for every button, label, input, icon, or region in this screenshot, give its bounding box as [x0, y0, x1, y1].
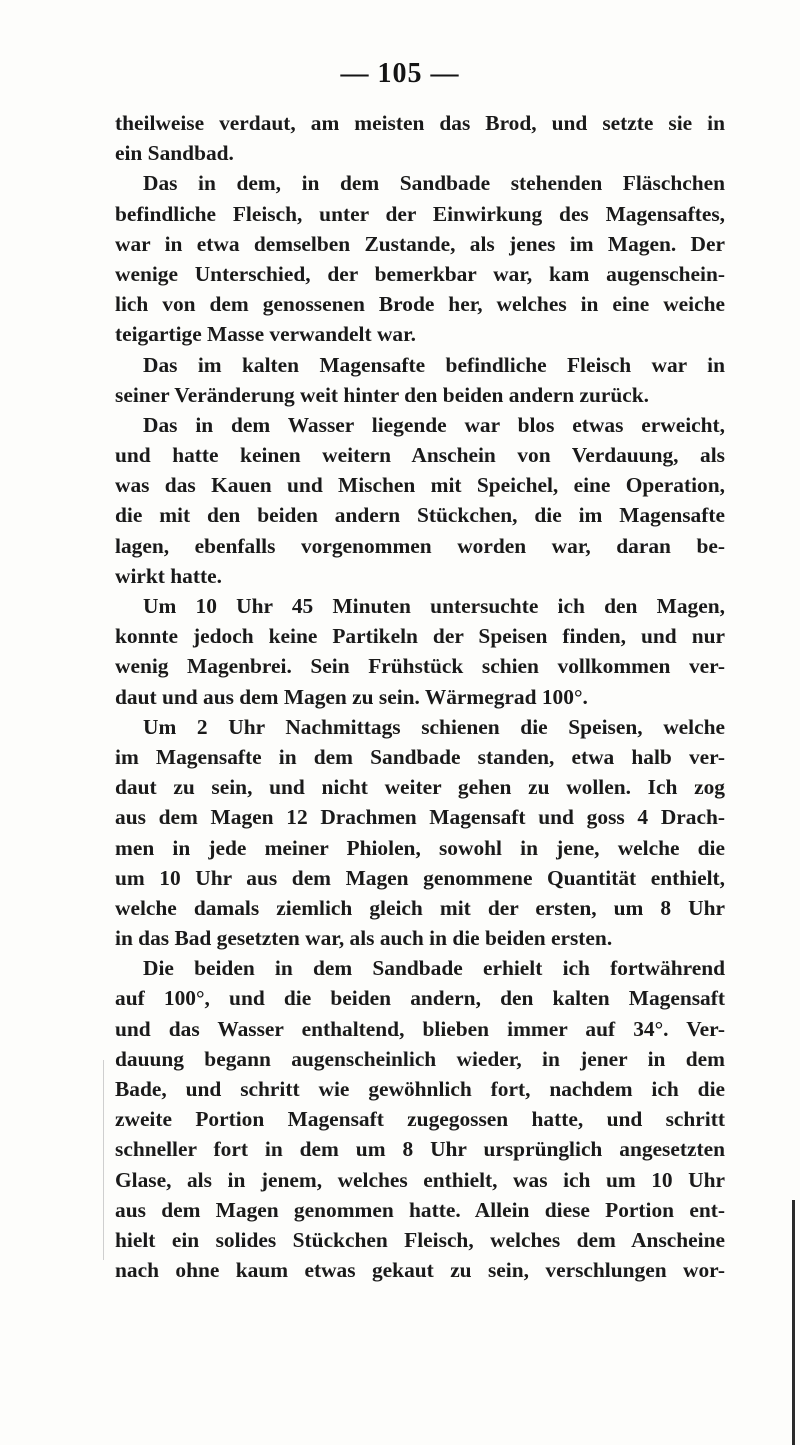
text-line: men in jede meiner Phiolen, sowohl in jene, welche die	[115, 835, 725, 860]
text-line: nach ohne kaum etwas gekaut zu sein, verschlungen wor-	[115, 1258, 725, 1283]
text-line: zweite Portion Magensaft zugegossen hatte, und schritt	[115, 1107, 725, 1132]
text-line: theilweise verdaut, am meisten das Brod, und setzte sie in	[115, 111, 725, 135]
text-line: aus dem Magen genommen hatte. Allein diese Portion ent-	[115, 1197, 725, 1222]
text-line: auf 100°, und die beiden andern, den kalten Magensaft	[115, 986, 725, 1011]
text-line: Das in dem Wasser liegende war blos etwas erweicht,	[143, 412, 725, 437]
text-line: lich von dem genossenen Brode her, welches in eine weiche	[115, 292, 725, 317]
text-line: und hatte keinen weitern Anschein von Verdauung, als	[115, 443, 725, 468]
text-line: lagen, ebenfalls vorgenommen worden war, daran be-	[115, 533, 725, 558]
text-line: konnte jedoch keine Partikeln der Speisen finden, und nur	[115, 624, 725, 649]
text-line: dauung begann augenscheinlich wieder, in jener in dem	[115, 1046, 725, 1071]
scan-margin-shadow	[103, 1060, 104, 1260]
text-line: befindliche Fleisch, unter der Einwirkung des Magensaftes,	[115, 201, 725, 226]
text-line: die mit den beiden andern Stückchen, die im Magensafte	[115, 503, 725, 528]
text-line: Die beiden in dem Sandbade erhielt ich fortwährend	[143, 956, 725, 981]
text-line: Das in dem, in dem Sandbade stehenden Fläschchen	[143, 171, 725, 196]
page-number-header: — 105 —	[340, 58, 460, 89]
text-line: um 10 Uhr aus dem Magen genommene Quantität enthielt,	[115, 865, 725, 890]
text-line: hielt ein solides Stückchen Fleisch, welches dem Anscheine	[115, 1227, 725, 1252]
text-line: welche damals ziemlich gleich mit der ersten, um 8 Uhr	[115, 895, 725, 920]
text-line: war in etwa demselben Zustande, als jenes im Magen. Der	[115, 231, 725, 256]
text-line: Um 10 Uhr 45 Minuten untersuchte ich den Magen,	[143, 594, 725, 618]
text-line: ein Sandbad.	[115, 141, 234, 166]
text-line: Das im kalten Magensafte befindliche Fleisch war in	[143, 352, 725, 377]
text-line: was das Kauen und Mischen mit Speichel, eine Operation,	[115, 473, 725, 498]
text-line: schneller fort in dem um 8 Uhr ursprünglich angesetzten	[115, 1137, 725, 1162]
text-line: teigartige Masse verwandelt war.	[115, 322, 416, 347]
text-line: und das Wasser enthaltend, blieben immer auf 34°. Ver-	[115, 1016, 725, 1041]
text-line: Bade, und schritt wie gewöhnlich fort, nachdem ich die	[115, 1077, 725, 1101]
text-line: seiner Veränderung weit hinter den beiden andern zurück.	[115, 382, 650, 407]
text-line: wenige Unterschied, der bemerkbar war, kam augenschein-	[115, 261, 725, 286]
text-line: wenig Magenbrei. Sein Frühstück schien vollkommen ver-	[115, 654, 725, 679]
text-line: Glase, als in jenem, welches enthielt, was ich um 10 Uhr	[115, 1167, 725, 1192]
text-line: im Magensafte in dem Sandbade standen, etwa halb ver-	[115, 744, 725, 769]
text-line: in das Bad gesetzten war, als auch in die beiden ersten.	[115, 926, 613, 951]
text-line: daut und aus dem Magen zu sein. Wärmegrad 100°.	[115, 684, 588, 709]
text-line: daut zu sein, und nicht weiter gehen zu wollen. Ich zog	[115, 775, 725, 800]
text-line: wirkt hatte.	[115, 563, 222, 588]
text-line: aus dem Magen 12 Drachmen Magensaft und goss 4 Drach-	[115, 805, 725, 830]
text-line: Um 2 Uhr Nachmittags schienen die Speisen, welche	[143, 714, 725, 739]
body-text	[115, 108, 725, 1285]
scan-edge-mark	[792, 1200, 795, 1445]
